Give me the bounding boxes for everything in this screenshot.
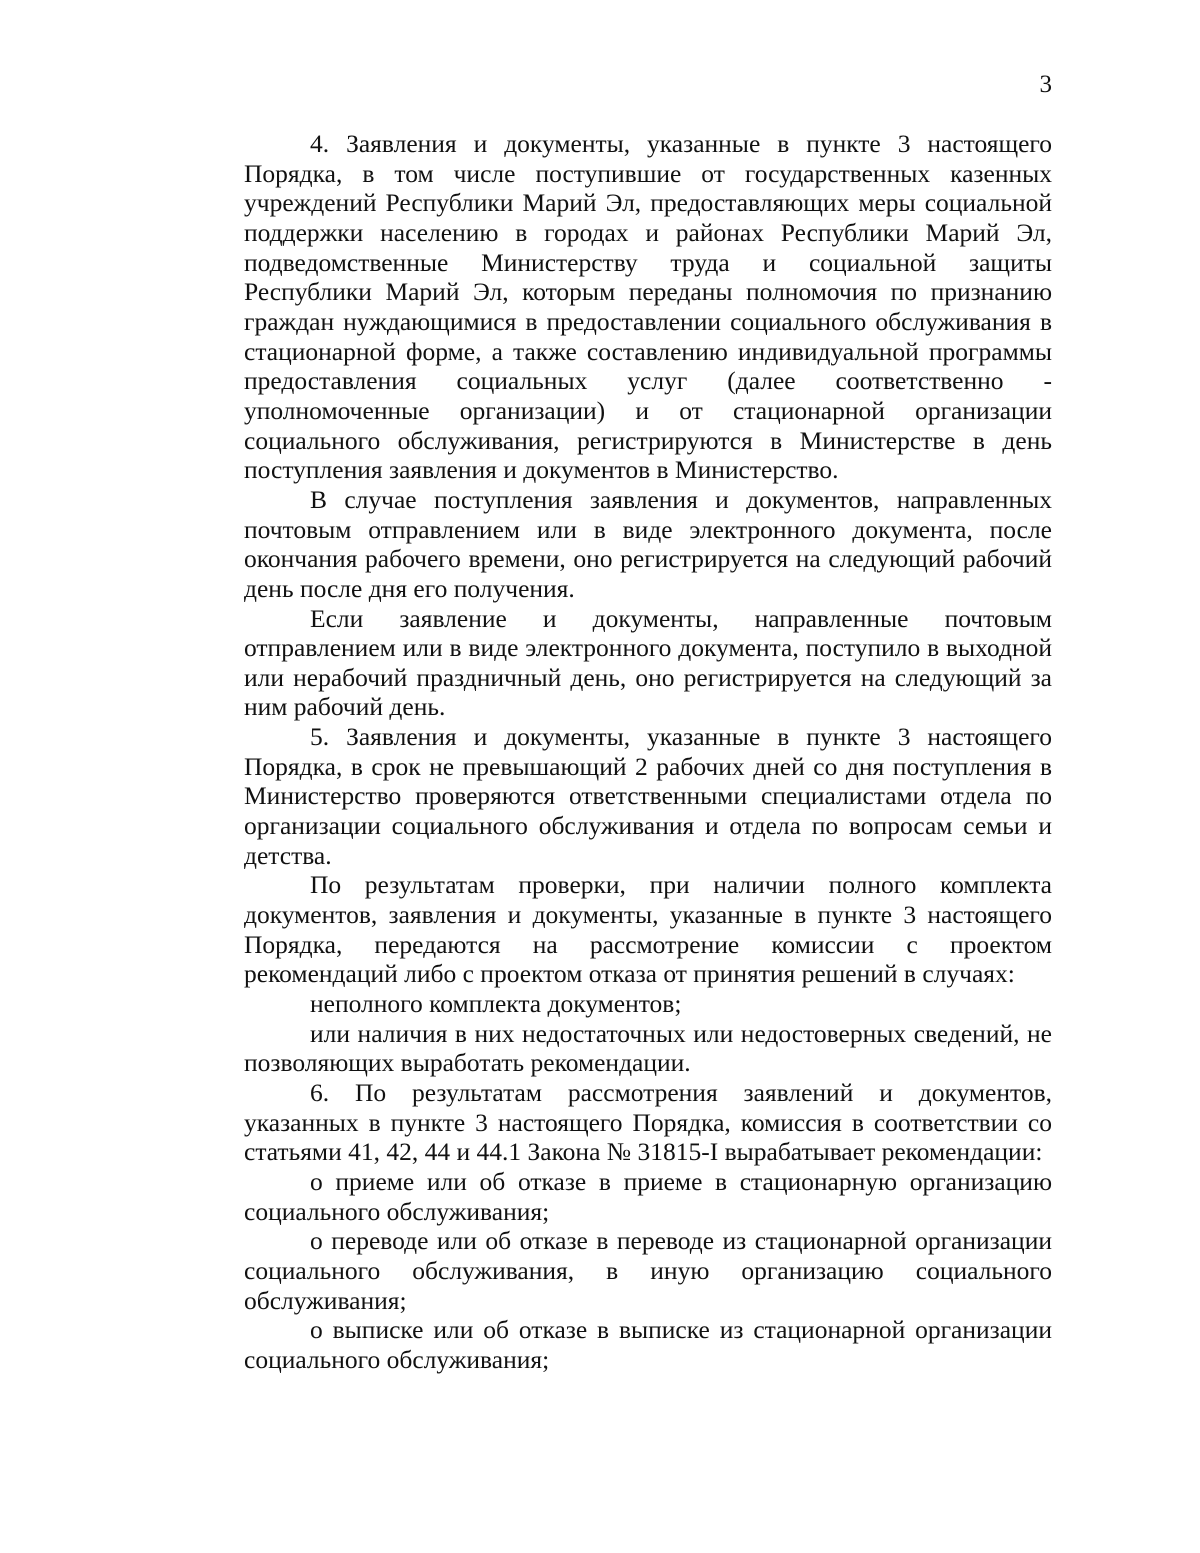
paragraph-item-5: 5. Заявления и документы, указанные в пункте 3 настоящего Порядка, в срок не превышающий 2 рабочих дней со дня поступления в Министерство проверяются ответственными специалистами отдела по организации социального обслуживания и отдела по вопросам семьи и детства. <box>244 722 1052 870</box>
paragraph-insufficient-info: или наличия в них недостаточных или недостоверных сведений, не позволяющих выработать рекомендации. <box>244 1018 1052 1078</box>
paragraph-item-4: 4. Заявления и документы, указанные в пункте 3 настоящего Порядка, в том числе поступившие от государственных казенных учреждений Республики Марий Эл, предоставляющих меры социальной поддержки населению в городах и районах Республики Марий Эл, подведомственные Министерству труда и социальной защиты Республики Марий Эл, которым переданы полномочия по признанию граждан нуждающимися в предоставлении социального обслуживания в стационарной форме, а также составлению индивидуальной программы предоставления социальных услуг (далее соответственно - уполномоченные организации) и от стационарной организации социального обслуживания, регистрируются в Министерстве в день поступления заявления и документов в Министерство. <box>244 129 1052 485</box>
paragraph-mail-holiday: Если заявление и документы, направленные почтовым отправлением или в виде электронного документа, поступило в выходной или нерабочий праздничный день, оно регистрируется на следующий за ним рабочий день. <box>244 603 1052 722</box>
paragraph-transfer: о переводе или об отказе в переводе из стационарной организации социального обслуживания, в иную организацию социального обслуживания; <box>244 1226 1052 1315</box>
page-number: 3 <box>1039 71 1052 98</box>
document-body <box>244 129 1052 1375</box>
paragraph-discharge: о выписке или об отказе в выписке из стационарной организации социального обслуживания; <box>244 1315 1052 1374</box>
paragraph-mail-after-hours: В случае поступления заявления и документов, направленных почтовым отправлением или в виде электронного документа, после окончания рабочего времени, оно регистрируется на следующий рабочий день после дня его получения. <box>244 484 1052 603</box>
paragraph-item-6: 6. По результатам рассмотрения заявлений и документов, указанных в пункте 3 настоящего Порядка, комиссия в соответствии со статьями 41, 42, 44 и 44.1 Закона № 31815-I вырабатывает рекомендации: <box>244 1078 1052 1167</box>
paragraph-check-results: По результатам проверки, при наличии полного комплекта документов, заявления и документы, указанные в пункте 3 настоящего Порядка, передаются на рассмотрение комиссии с проектом рекомендаций либо с проектом отказа от принятия решений в случаях: <box>244 870 1052 989</box>
paragraph-admission: о приеме или об отказе в приеме в стационарную организацию социального обслуживания; <box>244 1166 1052 1226</box>
paragraph-incomplete-docs: неполного комплекта документов; <box>310 989 682 1019</box>
